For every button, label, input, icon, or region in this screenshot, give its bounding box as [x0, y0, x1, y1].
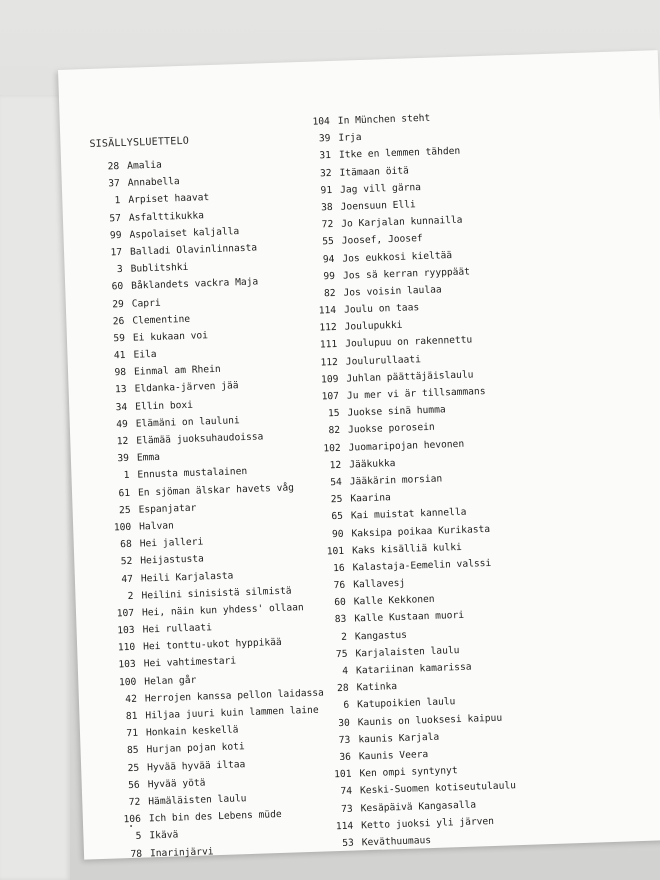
- song-title: Emma: [136, 452, 161, 464]
- page-number: 111: [319, 339, 338, 351]
- song-title: Jääkukka: [349, 457, 396, 471]
- page-number: 25: [118, 504, 131, 516]
- page-number: 75: [335, 648, 348, 660]
- page-number: 60: [334, 597, 346, 609]
- song-title: Joulurullaati: [345, 353, 422, 368]
- page-number: 1: [123, 470, 130, 482]
- page-number: 109: [320, 373, 339, 386]
- song-title: Halvan: [139, 520, 175, 533]
- song-title: Ikävä: [149, 829, 179, 842]
- song-title: Eldanka-järven jää: [134, 380, 239, 396]
- page-number: 57: [109, 212, 122, 224]
- song-title: Capri: [131, 297, 161, 310]
- page-number: 56: [128, 779, 140, 791]
- song-title: Ennusta mustalainen: [137, 466, 248, 481]
- song-title: Kalastaja-Eemelin valssi: [352, 557, 492, 574]
- song-title: Juokse sinä humma: [347, 404, 446, 419]
- page-number: 74: [340, 785, 353, 798]
- song-title: Katinka: [356, 681, 398, 694]
- song-title: Keväthuumaus: [361, 834, 432, 849]
- page-number: 12: [329, 459, 342, 471]
- song-title: Hei vahtimestari: [143, 655, 237, 670]
- song-title: Hiljaa juuri kuin lammen laine: [145, 704, 319, 722]
- page-number: 83: [334, 614, 347, 626]
- page-number: 101: [326, 545, 345, 558]
- page-number: 78: [130, 848, 143, 860]
- song-title: Jo Karjalan kunnailla: [341, 214, 463, 230]
- page-number: 30: [338, 717, 350, 729]
- song-title: Kalle Kekkonen: [353, 594, 435, 608]
- song-title: Joulupuu on rakennettu: [345, 334, 473, 351]
- song-title: Irja: [338, 132, 362, 144]
- page-number: 2: [127, 590, 134, 602]
- song-title: Asfalttikukka: [128, 209, 205, 224]
- page-number: 98: [114, 367, 127, 379]
- song-title: Ei kukaan voi: [132, 330, 209, 344]
- song-title: Ju mer vi är tillsammans: [346, 386, 486, 402]
- page-number: 100: [118, 676, 137, 688]
- book-page: [58, 50, 660, 859]
- page-number: 72: [128, 796, 141, 808]
- song-title: Annabella: [127, 176, 180, 189]
- page-number: 91: [320, 184, 333, 197]
- page-number: 4: [342, 665, 349, 677]
- song-title: Hyvää hyvää iltaa: [146, 758, 246, 773]
- page-number: 76: [333, 579, 346, 592]
- song-title: Kaarina: [350, 492, 391, 505]
- song-title: Heijastusta: [140, 553, 205, 567]
- page-number: 85: [126, 745, 139, 757]
- page-number: 110: [117, 642, 136, 654]
- song-title: Ken ompi syntynyt: [359, 765, 458, 780]
- song-title: Kallavesj: [353, 577, 406, 591]
- song-title: Aspolaiset kaljalla: [129, 225, 240, 241]
- page-number: 38: [320, 201, 333, 214]
- song-title: Kai muistat kannella: [350, 507, 467, 522]
- song-title: Jag vill gärna: [339, 181, 422, 196]
- page-number: 90: [331, 528, 344, 540]
- page-number: 72: [321, 219, 334, 231]
- song-title: Joosef, Joosef: [341, 233, 423, 247]
- page-title: SISÄLLYSLUETTELO: [89, 135, 190, 150]
- page-number: 15: [327, 408, 340, 420]
- left-column: [93, 152, 329, 863]
- page-number: 32: [319, 167, 332, 179]
- page-number: 16: [332, 562, 345, 575]
- song-title: Jääkärin morsian: [349, 473, 443, 488]
- page-number: 3: [116, 264, 123, 276]
- song-title: Einmal am Rhein: [133, 364, 221, 378]
- page-number: 2: [340, 631, 348, 643]
- page-number: 101: [334, 768, 352, 781]
- page-number: 54: [330, 476, 343, 489]
- song-title: Juokse porosein: [347, 422, 435, 436]
- song-title: Itke en lemmen tähden: [338, 146, 461, 162]
- page-number: 1: [114, 195, 121, 207]
- page-number: 102: [323, 442, 341, 454]
- song-title: kaunis Karjala: [358, 731, 440, 746]
- page-number: 28: [107, 161, 120, 173]
- page-number: 82: [323, 287, 336, 300]
- song-title: Jos eukkosi kieltää: [342, 249, 453, 265]
- song-title: Elämäni on lauluni: [135, 414, 240, 430]
- page-number: 81: [125, 710, 138, 723]
- page-number: 41: [113, 349, 126, 362]
- page-number: 99: [323, 270, 336, 282]
- song-title: Clementine: [132, 313, 191, 327]
- page-number: 107: [321, 390, 340, 403]
- page-number: 100: [113, 521, 132, 534]
- song-title: Båklandets vackra Maja: [131, 276, 259, 293]
- page-number: 60: [111, 281, 124, 293]
- page-number: 53: [342, 837, 354, 849]
- song-title: Elämää juoksuhaudoissa: [136, 431, 264, 447]
- page-number: 82: [328, 425, 341, 437]
- page-number: 31: [319, 150, 332, 162]
- song-title: Herrojen kanssa pellon laidassa: [144, 687, 325, 705]
- page-number: 52: [120, 556, 133, 568]
- song-title: Juomaripojan hevonen: [348, 438, 465, 454]
- song-title: Kaunis on luoksesi kaipuu: [357, 712, 503, 728]
- right-column: [306, 108, 518, 853]
- song-title: Karjalaisten laulu: [355, 644, 460, 660]
- page-number: 103: [118, 659, 136, 671]
- page-number: 73: [340, 803, 353, 815]
- song-title: En sjöman älskar havets våg: [137, 481, 295, 499]
- song-title: Ich bin des Lebens müde: [148, 809, 282, 825]
- song-title: Hei rullaati: [142, 622, 213, 636]
- song-title: Katupoikien laulu: [357, 696, 456, 711]
- song-title: Amalia: [127, 159, 163, 172]
- page-number: 99: [109, 229, 122, 242]
- page-number: 73: [338, 734, 351, 746]
- song-title: Itämaan öitä: [339, 164, 410, 179]
- song-title: Jos voisin laulaa: [343, 284, 442, 299]
- page-number: 39: [318, 133, 331, 145]
- song-title: Heilini sinisistä silmistä: [141, 585, 292, 602]
- song-title: In München steht: [337, 112, 431, 127]
- song-title: Honkain keskellä: [145, 724, 239, 739]
- song-title: Kaunis Veera: [358, 749, 429, 763]
- page-number: 47: [121, 573, 134, 585]
- page-number: 28: [336, 682, 349, 695]
- song-title: Hei jalleri: [139, 536, 204, 550]
- page-number: 36: [339, 751, 352, 763]
- song-title: Keski-Suomen kotiseutulaulu: [359, 780, 517, 797]
- song-title: Juhlan päättäjäislaulu: [346, 369, 474, 385]
- page-number: 34: [115, 401, 128, 413]
- page-number: 13: [114, 384, 127, 396]
- page-number: 12: [116, 435, 129, 448]
- page-number: 112: [319, 322, 337, 334]
- song-title: Heili Karjalasta: [140, 569, 234, 585]
- page-number: 94: [322, 253, 335, 265]
- song-title: Joulupukki: [344, 319, 403, 333]
- page-number: 103: [117, 624, 135, 637]
- song-title: Jos sä kerran ryyppäät: [342, 266, 471, 282]
- song-title: Hei, näin kun yhdess' ollaan: [141, 602, 304, 619]
- page-number: 112: [320, 356, 339, 369]
- song-title: Kangastus: [354, 629, 408, 643]
- page-number: 114: [335, 820, 354, 832]
- song-title: Kesäpäivä Kangasalla: [360, 799, 477, 814]
- song-title: Joulu on taas: [343, 302, 420, 316]
- page-number: 55: [322, 236, 335, 248]
- song-title: Kalle Kustaan muori: [354, 610, 465, 625]
- page-number: 68: [120, 538, 132, 551]
- page-number: 6: [343, 700, 350, 712]
- page-number: 25: [330, 493, 343, 506]
- page-number: 26: [112, 315, 125, 328]
- page-number: 65: [331, 511, 344, 523]
- underlying-page: [0, 95, 70, 880]
- page-number: 114: [318, 304, 337, 317]
- page-number: 37: [108, 178, 120, 190]
- page-number: 104: [312, 116, 331, 128]
- song-title: Balladi Olavinlinnasta: [129, 242, 258, 258]
- song-title: Hurjan pojan koti: [146, 741, 245, 756]
- page-number: 29: [112, 298, 124, 310]
- song-title: Hämäläisten laulu: [148, 793, 247, 808]
- song-title: Kaks kisälliä kulki: [351, 541, 462, 557]
- song-title: Hei tonttu-ukot hyppikää: [143, 637, 282, 653]
- song-title: Hyvää yötä: [147, 777, 206, 791]
- page-number: 17: [110, 246, 123, 259]
- song-title: Ketto juoksi yli järven: [361, 815, 495, 832]
- song-title: Arpiset haavat: [128, 192, 210, 207]
- page-number: 106: [123, 813, 142, 826]
- page-number: 71: [126, 727, 139, 740]
- song-title: Helan går: [144, 674, 197, 688]
- page-number: 25: [127, 762, 140, 774]
- page-number: 39: [117, 453, 130, 465]
- page-number: 42: [125, 693, 138, 705]
- page-number: 61: [118, 487, 131, 499]
- page-number: 107: [116, 607, 135, 620]
- song-title: Espanjatar: [138, 502, 197, 516]
- song-title: Katariinan kamarissa: [355, 661, 472, 677]
- song-title: Bublitshki: [130, 261, 189, 275]
- song-title: Inarinjärvi: [149, 845, 214, 859]
- page-number: 49: [116, 418, 128, 431]
- paper-speck: [130, 825, 132, 827]
- page-number: 59: [113, 332, 126, 345]
- song-title: Eila: [133, 348, 157, 361]
- song-title: Kaksipa poikaa Kurikasta: [351, 523, 491, 540]
- song-title: Ellin boxi: [135, 399, 194, 413]
- song-title: Joensuun Elli: [340, 199, 416, 213]
- page-number: 5: [135, 830, 142, 843]
